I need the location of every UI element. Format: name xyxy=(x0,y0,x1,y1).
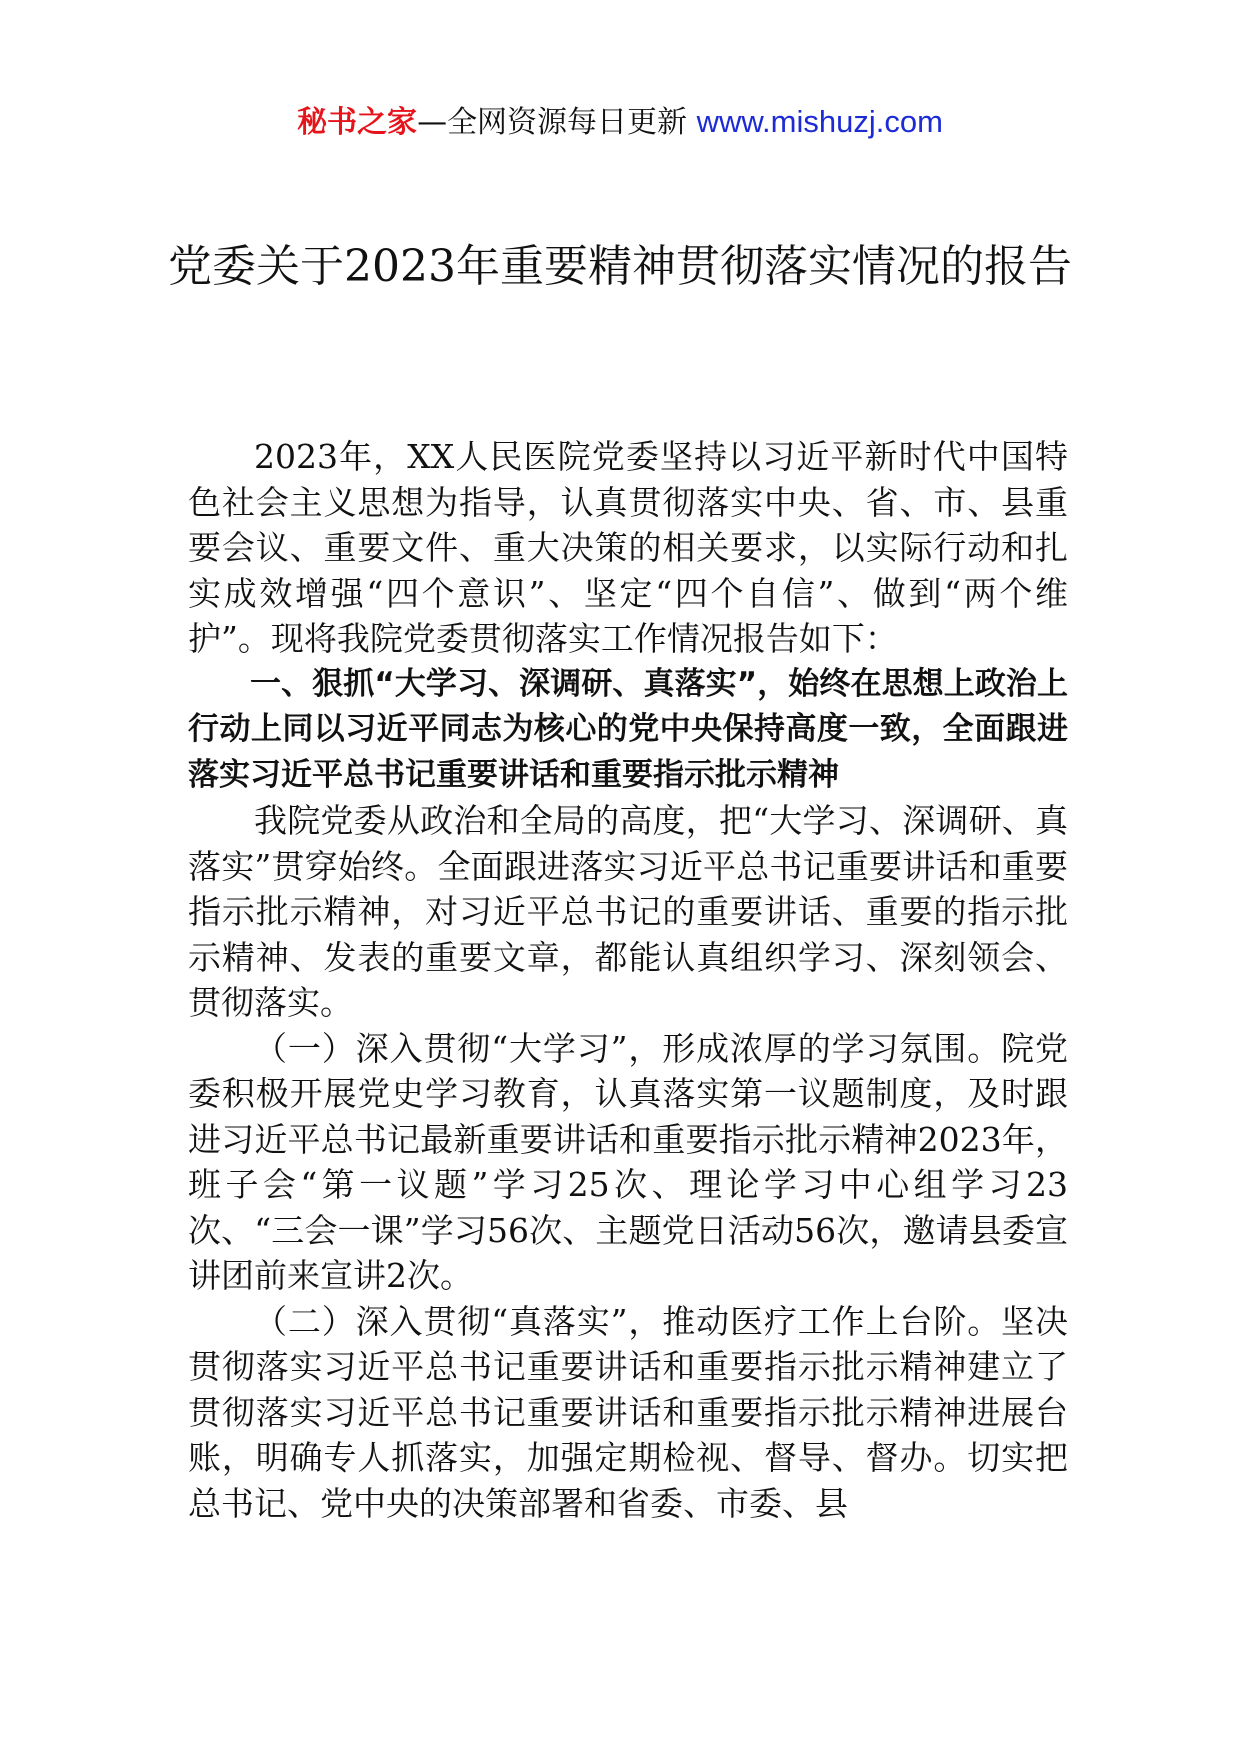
document-body xyxy=(188,434,1068,1526)
document-title: 党委关于2023年重要精神贯彻落实情况的报告 xyxy=(168,241,1072,292)
intro-paragraph: 2023年，XX人民医院党委坚持以习近平新时代中国特色社会主义思想为指导，认真贯彻落实中央、省、市、县重要会议、重要文件、重大决策的相关要求，以实际行动和扎实成效增强“四个意识”、坚定“四个自信”、做到“两个维护”。现将我院党委贯彻落实工作情况报告如下： xyxy=(188,437,1068,658)
page-header xyxy=(0,100,1240,145)
website-link[interactable]: www.mishuzj.com xyxy=(696,104,943,139)
header-tagline: —全网资源每日更新 xyxy=(417,105,697,140)
section-heading-1: 一、狠抓“大学习、深调研、真落实”，始终在思想上政治上行动上同以习近平同志为核心的党中央保持高度一致，全面跟进落实习近平总书记重要讲话和重要指示批示精神 xyxy=(188,665,1068,793)
section-1-paragraph: 我院党委从政治和全局的高度，把“大学习、深调研、真落实”贯穿始终。全面跟进落实习近平总书记重要讲话和重要指示批示精神，对习近平总书记的重要讲话、重要的指示批示精神、发表的重要文章，都能认真组织学习、深刻领会、贯彻落实。 xyxy=(188,801,1068,1022)
brand-name: 秘书之家 xyxy=(297,105,418,140)
subsection-1-paragraph: （一）深入贯彻“大学习”，形成浓厚的学习氛围。院党委积极开展党史学习教育，认真落实第一议题制度，及时跟进习近平总书记最新重要讲话和重要指示批示精神2023年，班子会“第一议题”学习25次、理论学习中心组学习23次、“三会一课”学习56次、主题党日活动56次，邀请县委宣讲团前来宣讲2次。 xyxy=(188,1028,1068,1295)
subsection-2-paragraph: （二）深入贯彻“真落实”，推动医疗工作上台阶。坚决贯彻落实习近平总书记重要讲话和重要指示批示精神建立了贯彻落实习近平总书记重要讲话和重要指示批示精神进展台账，明确专人抓落实，加强定期检视、督导、督办。切实把总书记、党中央的决策部署和省委、市委、县 xyxy=(188,1301,1068,1523)
